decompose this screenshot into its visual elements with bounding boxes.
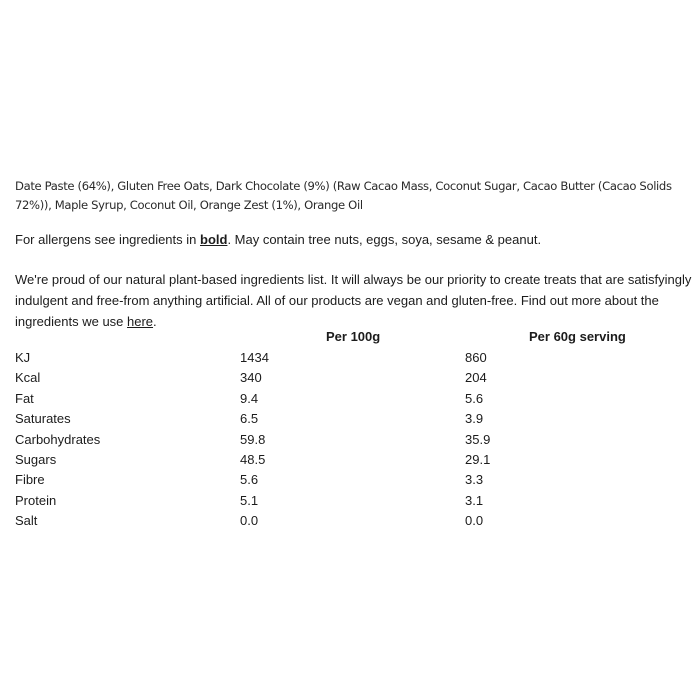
header-per-100g: Per 100g	[326, 329, 381, 344]
table-row	[15, 409, 615, 429]
allergens-note	[15, 231, 695, 249]
about-end: .	[153, 314, 157, 329]
per-serving-value: 3.9	[465, 411, 484, 427]
nutrient-name: Salt	[15, 513, 38, 529]
per-serving-value: 29.1	[465, 451, 491, 467]
per-100g-value: 5.1	[240, 492, 259, 508]
allergens-prefix: For allergens see ingredients in	[15, 232, 200, 247]
per-100g-value: 9.4	[240, 390, 259, 406]
nutrient-name: KJ	[15, 350, 31, 365]
nutrient-name: Kcal	[15, 370, 41, 386]
per-serving-value: 35.9	[465, 431, 491, 447]
per-serving-value: 0.0	[465, 513, 484, 529]
ingredients-info-link[interactable]: here	[127, 314, 154, 329]
allergens-suffix: . May contain tree nuts, eggs, soya, sesame & peanut.	[227, 232, 542, 247]
header-per-serving: Per 60g serving	[529, 329, 626, 344]
ingredients-list: Date Paste (64%), Gluten Free Oats, Dark Chocolate (9%) (Raw Cacao Mass, Coconut Sugar, Cacao Butter (Cacao Solids 72%)), Maple Syrup, Coconut Oil, Orange Zest (1%), Orange Oil	[15, 179, 672, 212]
per-serving-value: 860	[465, 350, 487, 365]
table-row	[15, 511, 615, 531]
nutrient-name: Protein	[15, 492, 57, 508]
per-100g-value: 6.5	[240, 411, 259, 427]
per-100g-value: 5.6	[240, 472, 259, 488]
table-row	[15, 348, 615, 368]
table-row	[15, 389, 615, 409]
table-row	[15, 368, 615, 388]
per-100g-value: 0.0	[240, 513, 259, 529]
per-serving-value: 3.3	[465, 472, 484, 488]
nutrient-name: Carbohydrates	[15, 431, 101, 447]
table-row	[15, 470, 615, 490]
table-row	[15, 430, 615, 450]
about-text: We're proud of our natural plant-based ingredients list. It will always be our priority to create treats that are satisfyingly indulgent and free-from anything artificial. All of our products are vegan and gluten-free. Find out more about the ingredients we use	[15, 272, 692, 329]
per-serving-value: 204	[465, 370, 487, 386]
nutrition-table	[15, 348, 615, 532]
nutrient-name: Saturates	[15, 411, 71, 427]
per-100g-value: 340	[240, 370, 262, 386]
nutrient-name: Fat	[15, 390, 34, 406]
allergens-bold-word: bold	[200, 232, 228, 247]
per-100g-value: 59.8	[240, 431, 266, 447]
table-row	[15, 450, 615, 470]
per-serving-value: 5.6	[465, 390, 484, 406]
nutrient-name: Fibre	[15, 472, 45, 488]
nutrient-name: Sugars	[15, 451, 57, 467]
table-row	[15, 491, 615, 511]
per-serving-value: 3.1	[465, 492, 484, 508]
per-100g-value: 48.5	[240, 451, 266, 467]
about-ingredients-paragraph	[15, 269, 695, 332]
per-100g-value: 1434	[240, 350, 269, 365]
